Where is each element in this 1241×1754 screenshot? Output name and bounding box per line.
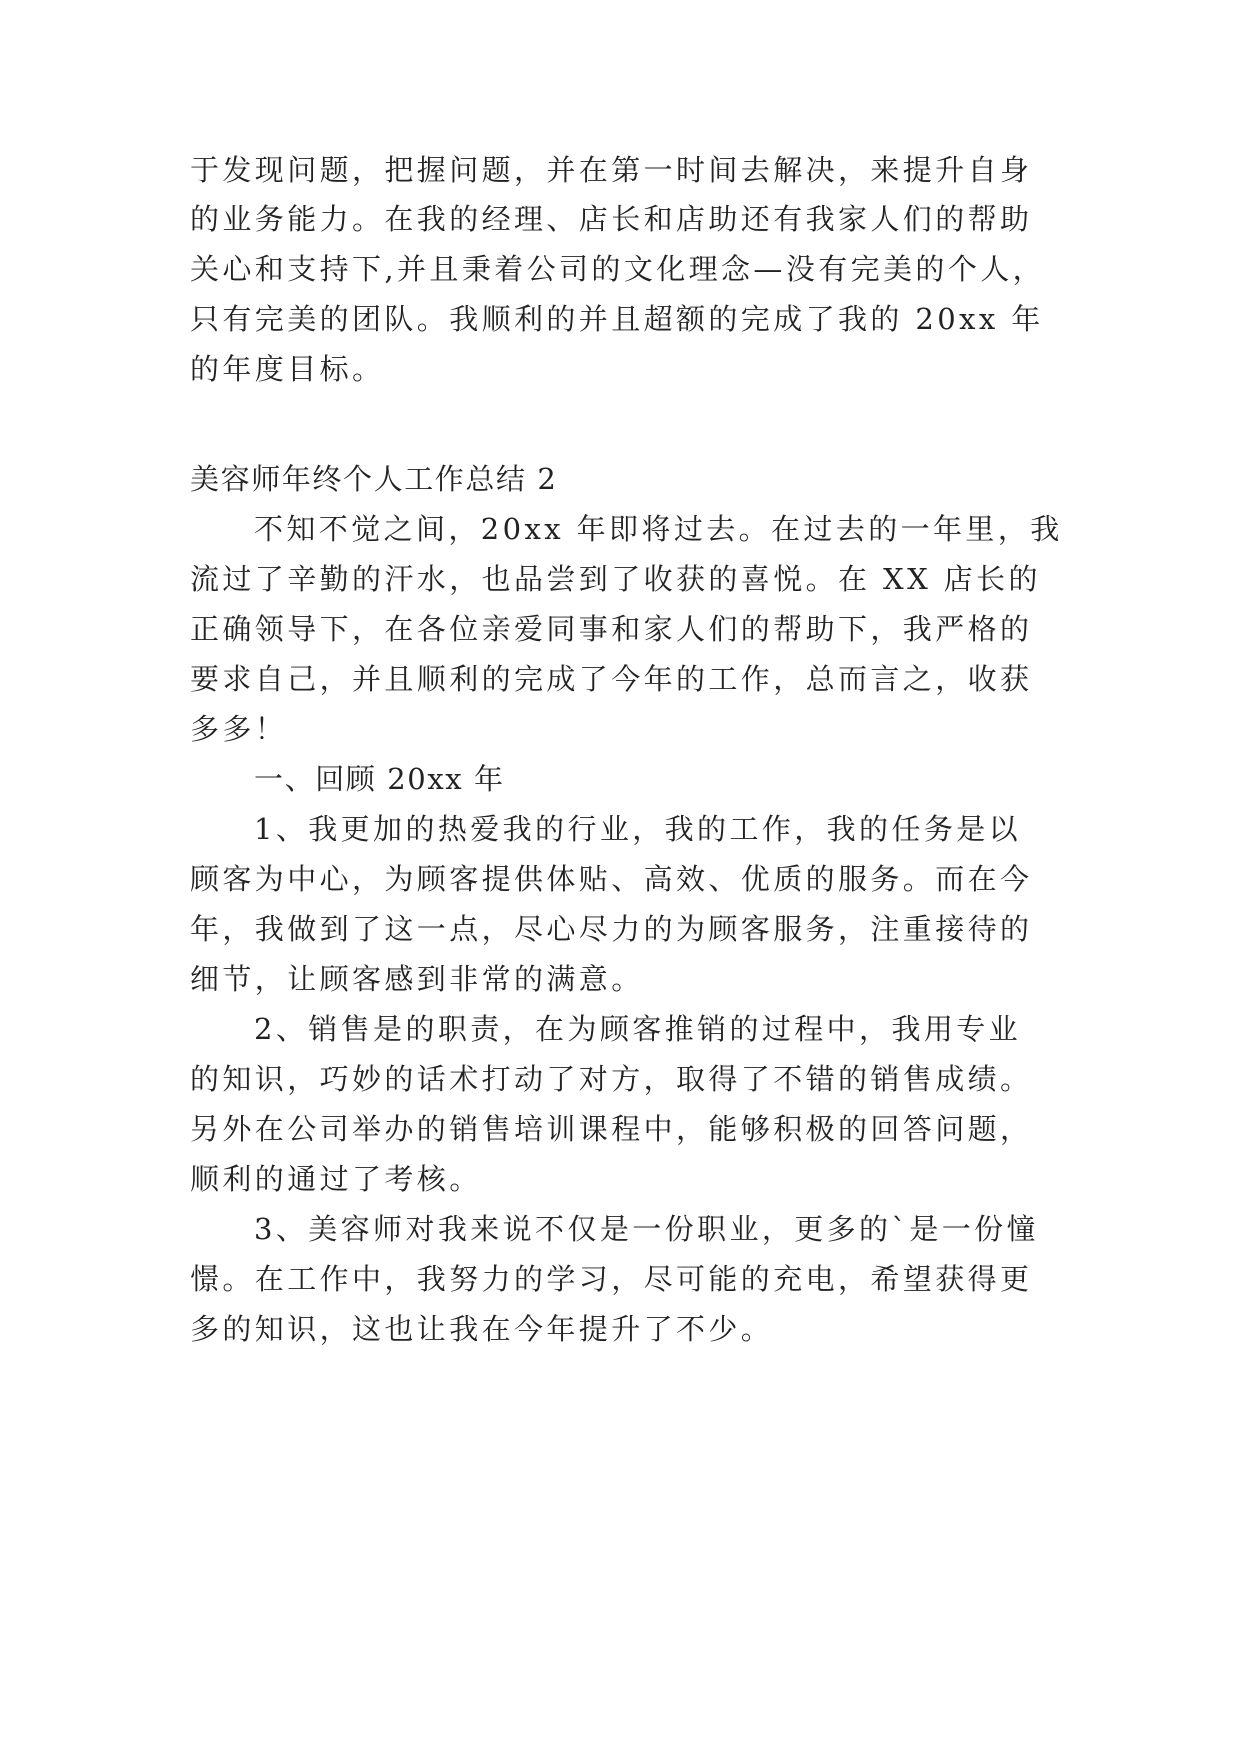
item2-line-4: 顺利的通过了考核。 [190,1162,482,1196]
para1-line-5: 多多！ [190,712,288,746]
item2-line-3: 另外在公司举办的销售培训课程中，能够积极的回答问题， [190,1112,1033,1146]
para1-line-4: 要求自己，并且顺利的完成了今年的工作，总而言之，收获 [190,662,1033,696]
intro-line-5: 的年度目标。 [190,352,385,386]
item2-line-1: 2、销售是的职责，在为顾客推销的过程中，我用专业 [254,1012,1022,1046]
subheading: 一、回顾 20xx 年 [254,762,505,796]
intro-line-1: 于发现问题，把握问题，并在第一时间去解决，来提升自身 [190,153,1033,187]
item1-line-4: 细节，让顾客感到非常的满意。 [190,962,644,996]
para1-line-1: 不知不觉之间，20xx 年即将过去。在过去的一年里，我 [254,512,1063,546]
item3-line-1: 3、美容师对我来说不仅是一份职业，更多的`是一份憧 [254,1212,1039,1246]
intro-line-2: 的业务能力。在我的经理、店长和店助还有我家人们的帮助 [190,202,1033,236]
intro-line-4: 只有完美的团队。我顺利的并且超额的完成了我的 20xx 年 [190,302,1044,336]
item1-line-3: 年，我做到了这一点，尽心尽力的为顾客服务，注重接待的 [190,912,1033,946]
intro-line-3: 关心和支持下,并且秉着公司的文化理念—没有完美的个人， [190,252,1046,286]
item3-line-3: 多的知识，这也让我在今年提升了不少。 [190,1312,774,1346]
item1-line-1: 1、我更加的热爱我的行业，我的工作，我的任务是以 [254,812,1022,846]
section-title: 美容师年终个人工作总结 2 [190,462,558,496]
item2-line-2: 的知识，巧妙的话术打动了对方，取得了不错的销售成绩。 [190,1062,1033,1096]
item3-line-2: 憬。在工作中，我努力的学习，尽可能的充电，希望获得更 [190,1262,1033,1296]
para1-line-2: 流过了辛勤的汗水，也品尝到了收获的喜悦。在 XX 店长的 [190,562,1041,596]
para1-line-3: 正确领导下，在各位亲爱同事和家人们的帮助下，我严格的 [190,612,1033,646]
item1-line-2: 顾客为中心，为顾客提供体贴、高效、优质的服务。而在今 [190,862,1033,896]
